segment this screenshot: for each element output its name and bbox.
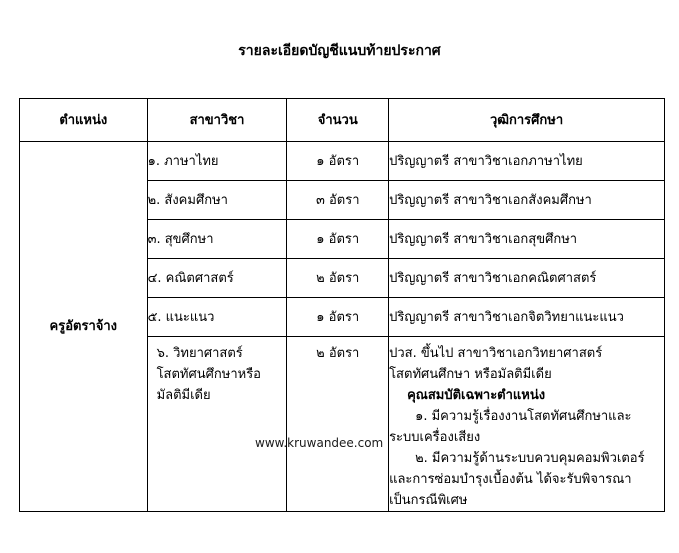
count-cell: ๒ อัตรา	[287, 337, 389, 512]
position-cell: ครูอัตราจ้าง	[20, 142, 148, 512]
qualification-item: ๒. มีความรู้ด้านระบบควบคุมคอมพิวเตอร์	[415, 451, 645, 466]
subject-cell: ๔. คณิตศาสตร์	[147, 259, 287, 298]
header-position: ตำแหน่ง	[20, 99, 148, 142]
header-count: จำนวน	[287, 99, 389, 142]
qualification-cell	[389, 337, 665, 512]
qualification-item-continued: เป็นกรณีพิเศษ	[389, 493, 468, 508]
table-row	[20, 142, 665, 181]
special-qualification-heading: คุณสมบัติเฉพาะตำแหน่ง	[407, 388, 546, 403]
count-cell: ๑ อัตรา	[287, 298, 389, 337]
subject-cell: ๕. แนะแนว	[147, 298, 287, 337]
count-cell: ๑ อัตรา	[287, 142, 389, 181]
subject-cell: ๑. ภาษาไทย	[147, 142, 287, 181]
qualification-item-continued: ระบบเครื่องเสียง	[389, 430, 481, 445]
qualification-cell: ปริญญาตรี สาขาวิชาเอกสังคมศึกษา	[389, 181, 665, 220]
subject-cell: ๒. สังคมศึกษา	[147, 181, 287, 220]
qualification-cell: ปริญญาตรี สาขาวิชาเอกคณิตศาสตร์	[389, 259, 665, 298]
qualification-cell: ปริญญาตรี สาขาวิชาเอกสุขศึกษา	[389, 220, 665, 259]
qualification-item-continued: และการซ่อมบำรุงเบื้องต้น ได้จะรับพิจารณา	[389, 472, 632, 487]
document-title: รายละเอียดบัญชีแนบท้ายประกาศ	[238, 43, 441, 59]
qualification-line: ปวส. ขึ้นไป สาขาวิชาเอกวิทยาศาสตร์	[389, 346, 603, 361]
website-watermark: www.kruwandee.com	[255, 436, 384, 450]
qualification-cell: ปริญญาตรี สาขาวิชาเอกภาษาไทย	[389, 142, 665, 181]
subject-line: มัลติมีเดีย	[156, 388, 211, 403]
count-cell: ๒ อัตรา	[287, 259, 389, 298]
qualification-line: โสตทัศนศึกษา หรือมัลติมีเดีย	[389, 367, 552, 382]
qualification-cell: ปริญญาตรี สาขาวิชาเอกจิตวิทยาแนะแนว	[389, 298, 665, 337]
subject-line: โสตทัศนศึกษาหรือ	[156, 367, 261, 382]
qualification-item: ๑. มีความรู้เรื่องงานโสตทัศนศึกษาและ	[415, 409, 632, 424]
count-cell: ๑ อัตรา	[287, 220, 389, 259]
subject-line: ๖. วิทยาศาสตร์	[156, 346, 243, 361]
table-header-row	[20, 99, 665, 142]
count-cell: ๓ อัตรา	[287, 181, 389, 220]
header-qualification: วุฒิการศึกษา	[389, 99, 665, 142]
subject-cell: ๓. สุขศึกษา	[147, 220, 287, 259]
subject-cell	[147, 337, 287, 512]
header-subject: สาขาวิชา	[147, 99, 287, 142]
